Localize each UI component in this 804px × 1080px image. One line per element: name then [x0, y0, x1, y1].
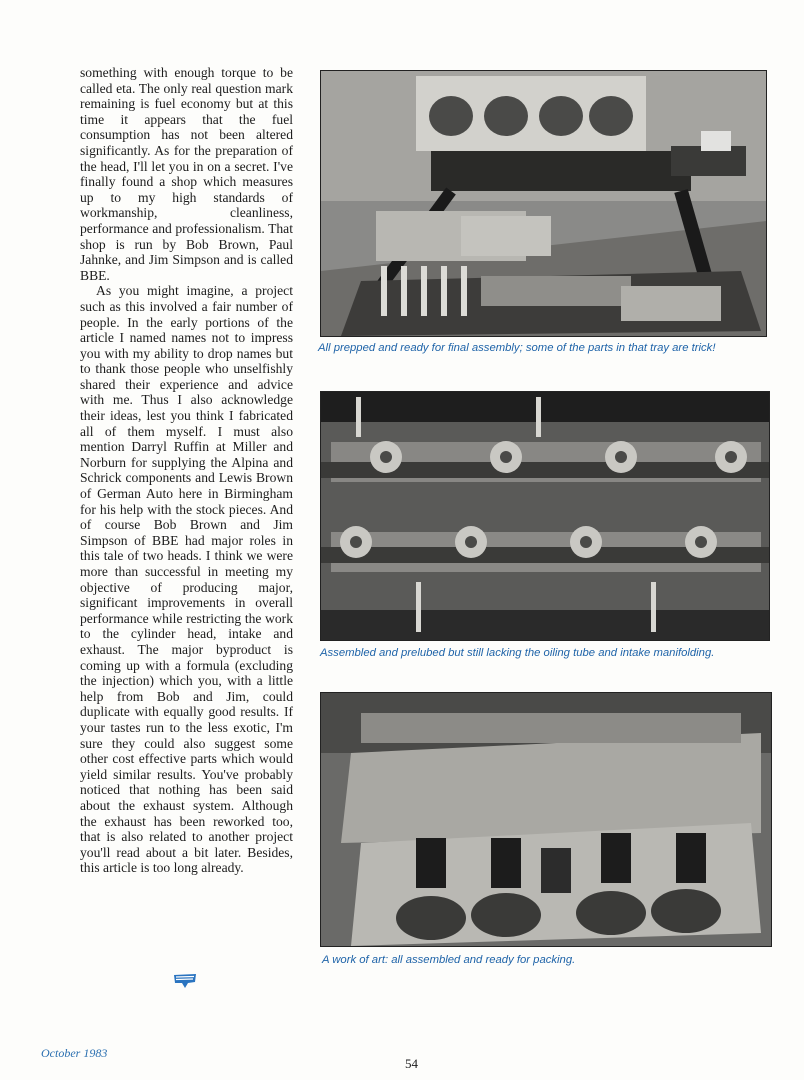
photo-rocker-assembly [320, 391, 770, 641]
flag-end-mark-icon [172, 972, 198, 990]
page-number: 54 [405, 1056, 418, 1071]
photo-caption-1: All prepped and ready for final assembly; some of the parts in that tray are trick! [318, 342, 716, 354]
article-text-column [80, 65, 293, 876]
photo-caption-2: Assembled and prelubed but still lacking the oiling tube and intake manifolding. [320, 647, 715, 659]
photo-assembled-head [320, 692, 772, 947]
photo-head-on-stand [320, 70, 767, 337]
article-paragraph: As you might imagine, a project such as this involved a fair number of people. In the early portions of the article I named names not to impress you with my ability to drop names but to thank those people who unselfishly shared their experience and advice with me. Thus I also acknowledge their ideas, lest you think I fabricated all of them myself. I must also mention Darryl Ruffin at Miller and Norburn for supplying the Alpina and Schrick components and Lewis Brown of German Auto here in Birmingham for his help with the stock pieces. And of course Bob Brown and Jim Simpson of BBE had major roles in this tale of two heads. I think we were more than successful in meeting my objective of producing major, significant improvements in overall performance while restricting the work to the cylinder head, intake and exhaust. The major byproduct is coming up with a formula (excluding the injection) which you, with a little help from Bob and Jim, could duplicate with equally good results. If your tastes run to the less exotic, I'm sure they could also suggest some other cost effective parts which would yield similar results. You've probably noticed that nothing has been said about the exhaust system. Although the exhaust has been reworked too, that is also related to another project you'll read about a bit later. Besides, this article is too long already. [80, 283, 293, 876]
photo-caption-3: A work of art: all assembled and ready for packing. [322, 954, 576, 966]
article-paragraph: something with enough torque to be called eta. The only real question mark remaining is fuel economy but at this time it appears that the fuel consumption has not been altered significantly. As for the preparation of the head, I'll let you in on a secret. I've finally found a shop which measures up to my high standards of workmanship, cleanliness, performance and professionalism. That shop is run by Bob Brown, Paul Jahnke, and Jim Simpson and is called BBE. [80, 65, 293, 283]
footer-date: October 1983 [41, 1046, 108, 1060]
